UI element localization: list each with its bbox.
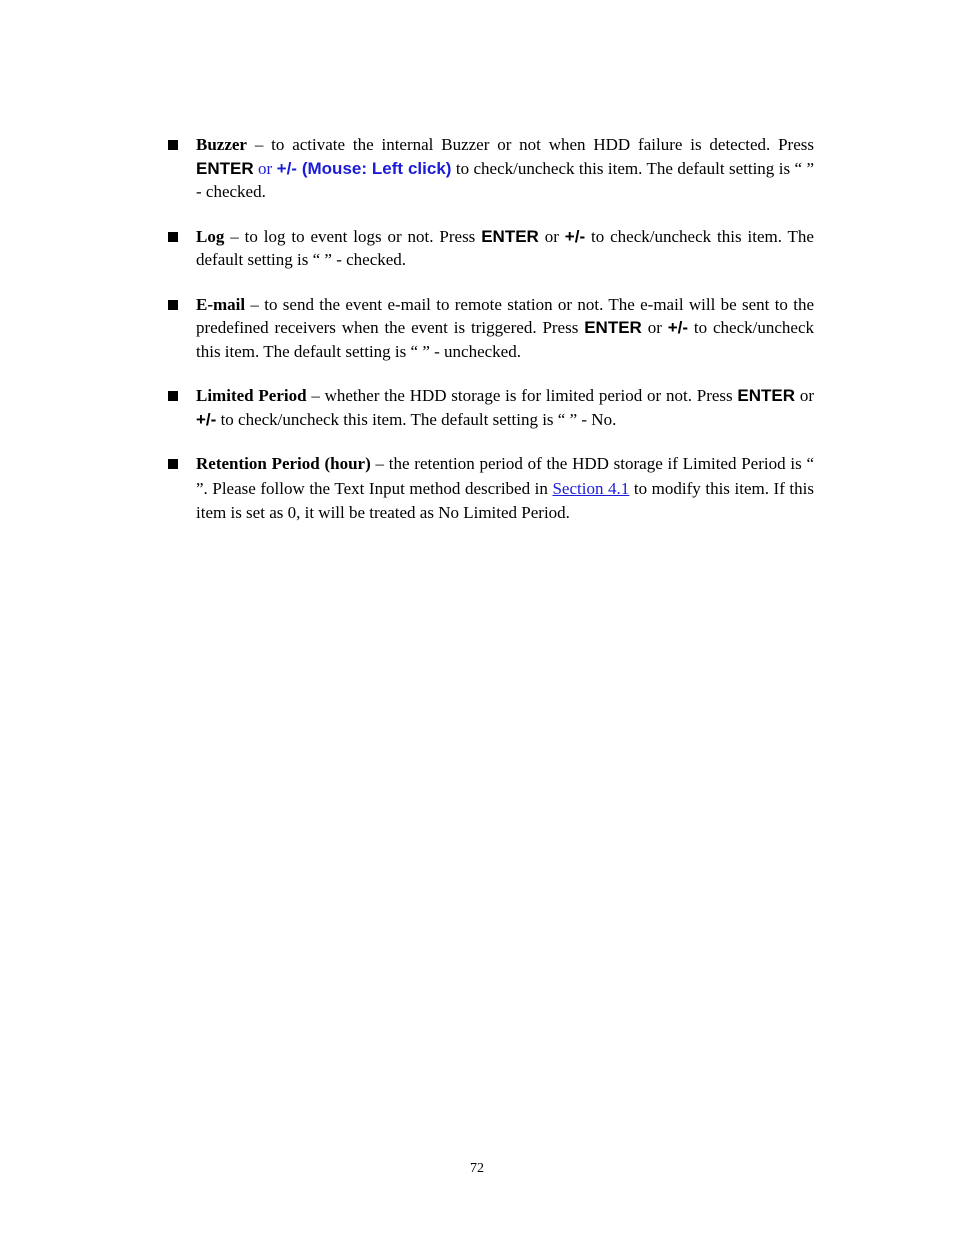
item-text: – whether the HDD storage is for limited period or not. Press [306, 386, 738, 405]
square-bullet-icon [168, 300, 178, 310]
item-text: – to send the event e-mail to remote station or not. The e-mail will be sent to the predefined receivers when the event is triggered. Press [196, 294, 814, 337]
key-enter: ENTER [584, 318, 642, 337]
key-plus-minus: +/- [564, 226, 586, 246]
conjunction-or: or [641, 318, 668, 337]
square-bullet-icon [168, 232, 178, 242]
key-enter: ENTER [196, 158, 254, 178]
key-plus-minus-mouse: +/- (Mouse: Left click) [276, 158, 452, 178]
list-item-email [168, 293, 814, 364]
item-text: – the retention period of the HDD storage if Limited Period is “ ”. Please follow the Text Input method described in [196, 454, 814, 498]
square-bullet-icon [168, 140, 178, 150]
key-plus-minus: +/- [667, 318, 689, 337]
term-buzzer: Buzzer [196, 135, 247, 154]
page-number: 72 [470, 1161, 484, 1176]
list-item-retention-period [168, 452, 814, 526]
list-item-log [168, 225, 814, 272]
term-email: E-mail [196, 294, 246, 314]
item-text: – to log to event logs or not. Press [224, 226, 482, 246]
list-item-limited-period [168, 384, 814, 431]
term-log: Log [196, 226, 225, 246]
item-text: to modify this item. If this item is set as 0, it will be treated as No Limited Period. [196, 478, 814, 522]
item-text: – to activate the internal Buzzer or not when HDD failure is detected. Press [246, 135, 814, 154]
list-item-buzzer [168, 133, 814, 204]
conjunction-or: or [253, 158, 277, 178]
document-body [168, 133, 814, 547]
conjunction-or: or [538, 226, 565, 246]
conjunction-or: or [795, 386, 814, 405]
item-text: to check/uncheck this item. The default setting is “ ” - checked. [196, 158, 814, 201]
key-plus-minus: +/- [196, 409, 217, 429]
section-link[interactable]: Section 4.1 [552, 478, 630, 498]
item-text: to check/uncheck this item. The default setting is “ ” - No. [216, 409, 617, 429]
square-bullet-icon [168, 391, 178, 401]
term-retention-period: Retention Period (hour) [196, 454, 371, 473]
key-enter: ENTER [737, 386, 796, 405]
key-enter: ENTER [481, 226, 539, 246]
square-bullet-icon [168, 459, 178, 469]
term-limited-period: Limited Period [196, 386, 307, 405]
item-text: to check/uncheck this item. The default setting is “ ” - unchecked. [196, 318, 814, 361]
item-text: to check/uncheck this item. The default setting is “ ” - checked. [196, 226, 814, 269]
